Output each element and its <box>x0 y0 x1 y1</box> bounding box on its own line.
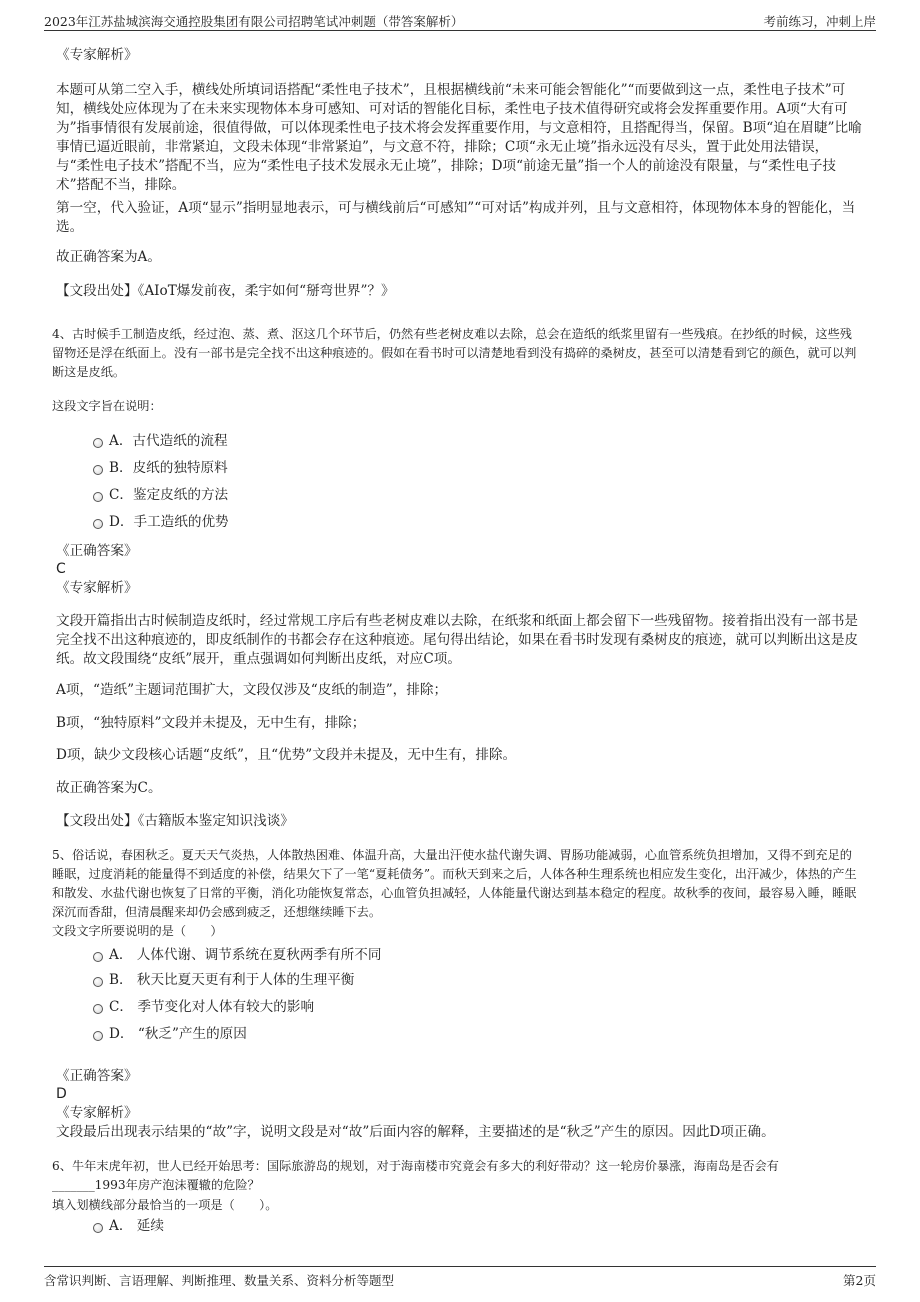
q4-conclusion: 故正确答案为C。 <box>56 780 162 796</box>
q3-analysis-para1: 本题可从第二空入手，横线处所填词语搭配“柔性电子技术”，且根据横线前“未来可能会智能化”“而要做到这一点，柔性电子技术”可知，横线处应体现为了在未来实现物体本身可感知、可对话的智能化目标，柔性电子技术值得研究或将会发挥重要作用。A项“大有可为”指事情很有发展前途，很值得做，可以体现柔性电子技术将会发挥重要作用，与文意相符，且搭配得当，保留。B项“迫在眉睫”比喻事情已逼近眼前，非常紧迫，文段未体现“非常紧迫”，与文意不符，排除；C项“永无止境”指永远没有尽头，置于此处用法错误，与“柔性电子技术”搭配不当，应为“柔性电子技术发展永无止境”，排除；D项“前途无量”指一个人的前途没有限量，与“柔性电子技术”搭配不当，排除。 <box>56 82 862 193</box>
radio-button-icon[interactable] <box>93 952 103 962</box>
option-label: C．鉴定皮纸的方法 <box>109 487 229 503</box>
page-header <box>44 10 876 31</box>
q4-stem: 4、古时候手工制造皮纸，经过泡、蒸、煮、沤这几个环节后，仍然有些老树皮难以去除，总会在造纸的纸浆里留有一些残痕。在抄纸的时候，这些残留物还是浮在纸面上。没有一部书是完全找不出这种痕迹的。假如在看书时可以清楚地看到没有捣碎的桑树皮，甚至可以清楚看到它的颜色，就可以判断这是皮纸。 <box>52 327 857 379</box>
q4-note-d: D项，缺少文段核心话题“皮纸”，且“优势”文段并未提及，无中生有，排除。 <box>56 747 517 763</box>
q6-stem-line1: 6、牛年末虎年初，世人已经开始思考：国际旅游岛的规划，对于海南楼市究竟会有多大的利好带动？这一轮房价暴涨，海南岛是否会有 <box>52 1159 779 1173</box>
radio-button-icon[interactable] <box>93 977 103 987</box>
q6-stem-line2: _______1993年房产泡沫覆辙的危险？ <box>52 1178 260 1192</box>
radio-button-icon[interactable] <box>93 1004 103 1014</box>
page-number: 第2页 <box>843 1273 876 1288</box>
q5-analysis: 文段最后出现表示结果的“故”字，说明文段是对“故”后面内容的解释，主要描述的是“秋乏”产生的原因。因此D项正确。 <box>56 1124 775 1140</box>
q5-answer-label: 《正确答案》 <box>56 1068 138 1084</box>
option-label: A． 延续 <box>109 1218 164 1234</box>
q5-stem: 5、俗话说，春困秋乏。夏天天气炎热，人体散热困难、体温升高，大量出汗使水盐代谢失调、胃肠功能减弱，心血管系统负担增加，又得不到充足的睡眠，过度消耗的能量得不到适度的补偿，结果欠下了一笔“夏耗债务”。而秋天到来之后，人体各种生理系统也相应发生变化，出汗减少，体热的产生和散发、水盐代谢也恢复了日常的平衡，消化功能恢复常态，心血管负担减轻，人体能量代谢达到基本稳定的程度。故秋季的夜间，最容易入睡，睡眠深沉而香甜，但清晨醒来却仍会感到疲乏，还想继续睡下去。 <box>52 848 857 919</box>
q4-option-a[interactable] <box>93 431 228 451</box>
q6-option-a[interactable] <box>93 1216 164 1236</box>
radio-button-icon[interactable] <box>93 1223 103 1233</box>
q4-answer-label: 《正确答案》 <box>56 543 138 559</box>
radio-button-icon[interactable] <box>93 1031 103 1041</box>
option-label: C． 季节变化对人体有较大的影响 <box>109 999 315 1015</box>
radio-button-icon[interactable] <box>93 519 103 529</box>
q3-analysis-label: 《专家解析》 <box>56 47 138 63</box>
option-label: A． 人体代谢、调节系统在夏秋两季有所不同 <box>109 947 382 963</box>
q5-option-b[interactable] <box>93 970 354 990</box>
q3-source: 【文段出处】《AIoT爆发前夜，柔宇如何“掰弯世界”？》 <box>56 283 395 299</box>
q4-question: 这段文字旨在说明： <box>52 399 162 413</box>
q5-option-d[interactable] <box>93 1024 247 1044</box>
document-title: 2023年江苏盐城滨海交通控股集团有限公司招聘笔试冲刺题（带答案解析） <box>44 14 464 29</box>
option-label: D．手工造纸的优势 <box>109 514 229 530</box>
radio-button-icon[interactable] <box>93 438 103 448</box>
option-label: B． 秋天比夏天更有利于人体的生理平衡 <box>109 972 355 988</box>
q3-analysis-para2: 第一空，代入验证，A项“显示”指明显地表示，可与横线前后“可感知”“可对话”构成并列，且与文意相符，体现物体本身的智能化，当选。 <box>56 200 856 235</box>
q5-option-a[interactable] <box>93 945 381 965</box>
q5-answer: D <box>56 1086 67 1102</box>
q5-analysis-label: 《专家解析》 <box>56 1105 138 1121</box>
q4-note-a: A项，“造纸”主题词范围扩大，文段仅涉及“皮纸的制造”，排除； <box>56 682 448 698</box>
q5-question: 文段文字所要说明的是（ ） <box>52 924 223 938</box>
footer-description: 含常识判断、言语理解、判断推理、数量关系、资料分析等题型 <box>44 1273 395 1288</box>
q4-answer: C <box>56 561 66 577</box>
q4-source: 【文段出处】《古籍版本鉴定知识浅谈》 <box>56 813 294 829</box>
q4-option-c[interactable] <box>93 485 228 505</box>
q3-conclusion: 故正确答案为A。 <box>56 249 161 265</box>
q4-option-b[interactable] <box>93 458 228 478</box>
option-label: B．皮纸的独特原料 <box>109 460 228 476</box>
q5-option-c[interactable] <box>93 997 314 1017</box>
radio-button-icon[interactable] <box>93 465 103 475</box>
q4-analysis: 文段开篇指出古时候制造皮纸时，经过常规工序后有些老树皮难以去除，在纸浆和纸面上都会留下一些残留物。接着指出没有一部书是完全找不出这种痕迹的，即皮纸制作的书都会存在这种痕迹。尾句得出结论，如果在看书时发现有桑树皮的痕迹，就可以判断出这是皮纸。故文段围绕“皮纸”展开，重点强调如何判断出皮纸，对应C项。 <box>56 613 859 667</box>
radio-button-icon[interactable] <box>93 492 103 502</box>
q4-option-d[interactable] <box>93 512 229 532</box>
q6-question: 填入划横线部分最恰当的一项是（ ）。 <box>52 1198 278 1212</box>
q4-note-b: B项，“独特原料”文段并未提及，无中生有，排除； <box>56 715 366 731</box>
header-slogan: 考前练习，冲刺上岸 <box>763 14 876 29</box>
option-label: A．古代造纸的流程 <box>109 433 228 449</box>
page-footer <box>44 1266 876 1289</box>
option-label: D． “秋乏”产生的原因 <box>109 1026 247 1042</box>
q4-analysis-label: 《专家解析》 <box>56 580 138 596</box>
